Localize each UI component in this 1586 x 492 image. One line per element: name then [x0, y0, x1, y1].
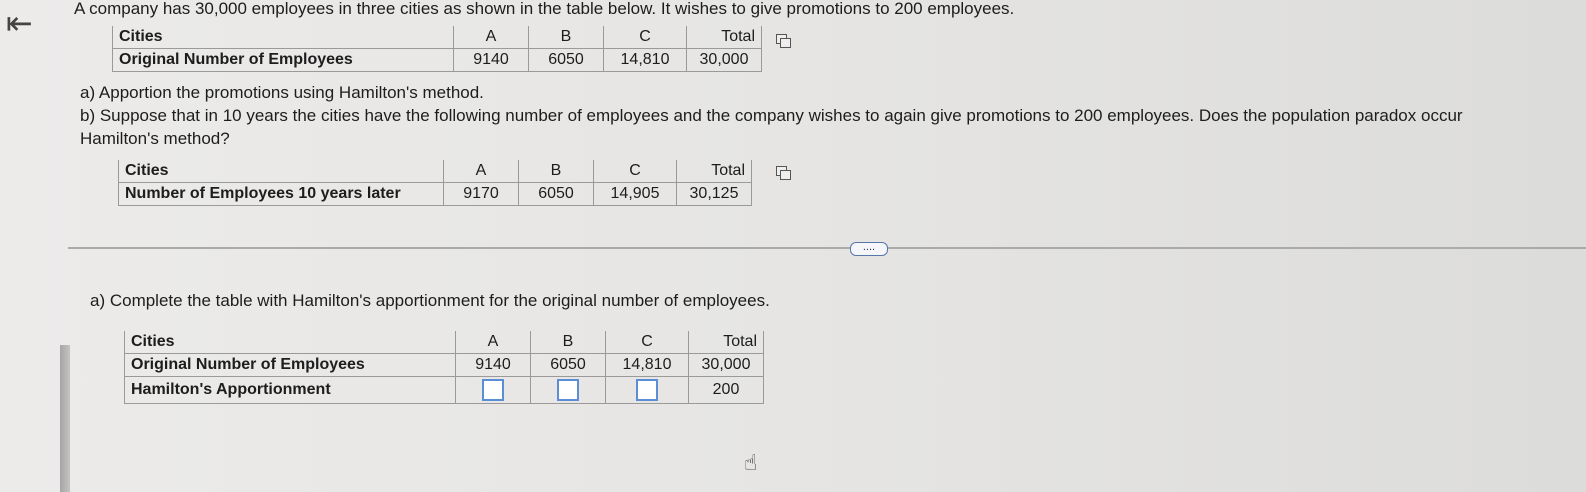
table2-value-a: 9170: [444, 183, 519, 206]
question-a: a) Apportion the promotions using Hamilton's method.: [80, 83, 484, 102]
table3-row1-label: Original Number of Employees: [125, 354, 456, 377]
section-divider: [68, 247, 1586, 249]
table1-row-label: Original Number of Employees: [113, 49, 454, 72]
table2-row-label: Number of Employees 10 years later: [119, 183, 444, 206]
table3-row2-total: 200: [689, 377, 764, 404]
table2-value-c: 14,905: [594, 183, 677, 206]
table3-row2-label: Hamilton's Apportionment: [125, 377, 456, 404]
apportion-c-cell: [606, 377, 689, 404]
copy-table2-icon[interactable]: [776, 166, 790, 178]
pointer-hand-icon: ☝: [744, 450, 758, 475]
table3-col-c: C: [606, 331, 689, 354]
problem-intro: A company has 30,000 employees in three cities as shown in the table below. It wishes to give promotions to 200 employees.: [74, 0, 1015, 18]
question-b-line2: Hamilton's method?: [80, 129, 230, 148]
table2-header-label: Cities: [119, 160, 444, 183]
table3-row1-value-total: 30,000: [689, 354, 764, 377]
table3-header-label: Cities: [125, 331, 456, 354]
more-options-button[interactable]: ....: [850, 242, 888, 256]
table3-col-total: Total: [689, 331, 764, 354]
table2-col-b: B: [519, 160, 594, 183]
table2-col-a: A: [444, 160, 519, 183]
left-edge-shadow: [60, 345, 70, 492]
hamilton-apportionment-table: [124, 331, 764, 404]
table3-row1-value-c: 14,810: [606, 354, 689, 377]
table1-value-total: 30,000: [687, 49, 762, 72]
original-employees-table: [112, 26, 762, 72]
employees-10-years-table: [118, 160, 752, 206]
table1-header-label: Cities: [113, 26, 454, 49]
apportion-a-input[interactable]: [482, 379, 504, 401]
table2-col-total: Total: [677, 160, 752, 183]
table3-col-a: A: [456, 331, 531, 354]
table2-value-total: 30,125: [677, 183, 752, 206]
apportion-a-cell: [456, 377, 531, 404]
apportion-b-cell: [531, 377, 606, 404]
table1-col-total: Total: [687, 26, 762, 49]
table1-value-c: 14,810: [604, 49, 687, 72]
table1-col-b: B: [529, 26, 604, 49]
table3-row1-value-a: 9140: [456, 354, 531, 377]
question-b-line1: b) Suppose that in 10 years the cities have the following number of employees and the company wishes to again give promotions to 200 employees. Does the population paradox occur: [80, 106, 1463, 125]
table3-col-b: B: [531, 331, 606, 354]
table1-value-b: 6050: [529, 49, 604, 72]
apportion-c-input[interactable]: [636, 379, 658, 401]
table1-value-a: 9140: [454, 49, 529, 72]
table1-col-c: C: [604, 26, 687, 49]
table3-row1-value-b: 6050: [531, 354, 606, 377]
table2-col-c: C: [594, 160, 677, 183]
part-a-instruction: a) Complete the table with Hamilton's apportionment for the original number of employees.: [90, 291, 770, 310]
table2-value-b: 6050: [519, 183, 594, 206]
back-arrow-icon[interactable]: ⇤: [6, 5, 33, 41]
copy-table1-icon[interactable]: [776, 34, 790, 46]
apportion-b-input[interactable]: [557, 379, 579, 401]
table1-col-a: A: [454, 26, 529, 49]
